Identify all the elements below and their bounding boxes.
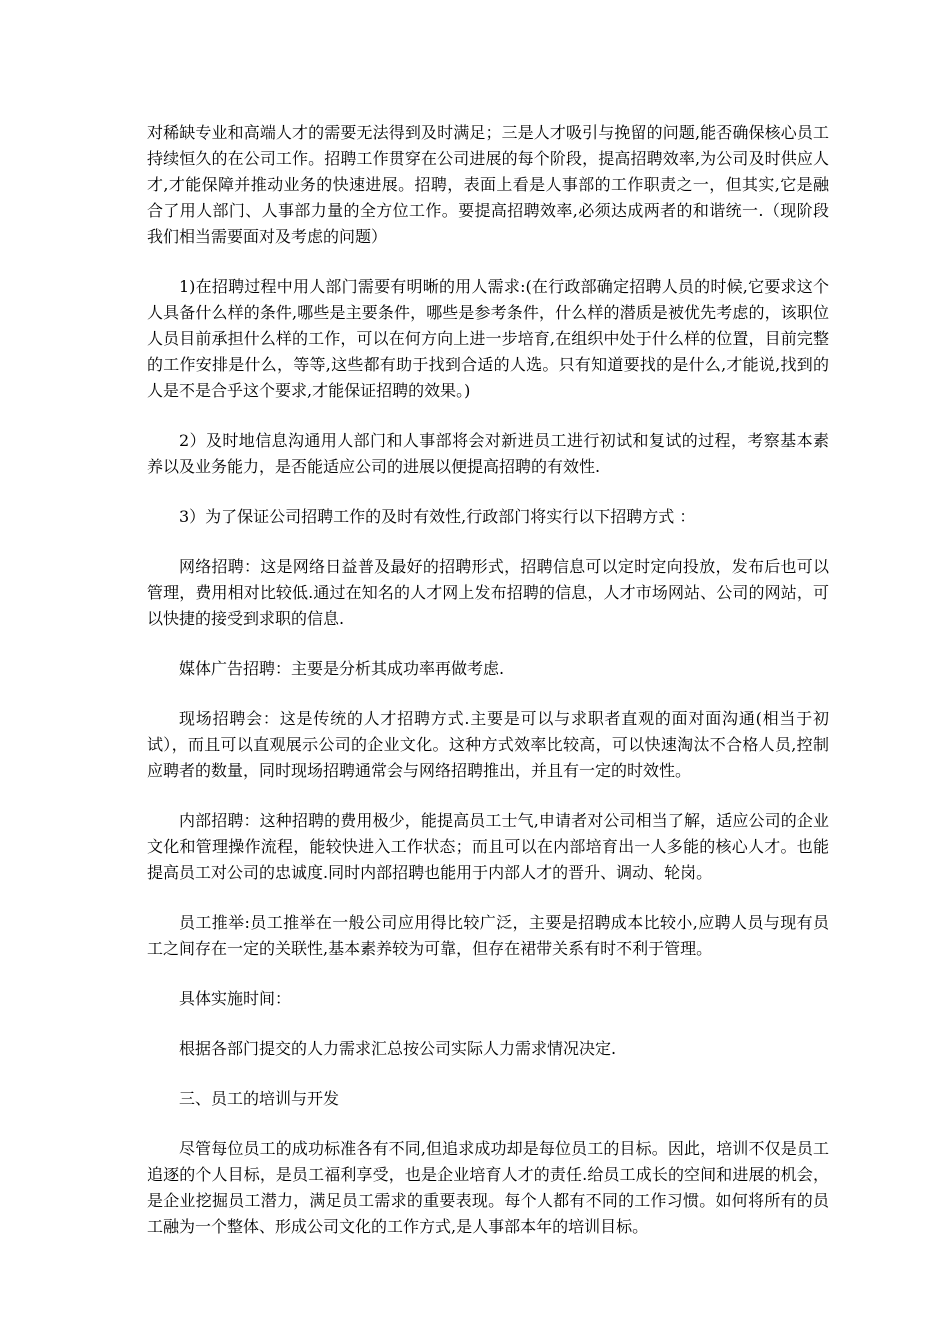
- paragraph-employee-referral: 员工推举:员工推举在一般公司应用得比较广泛，主要是招聘成本比较小,应聘人员与现有员工之间存在一定的关联性,基本素养较为可靠，但存在裙带关系有时不利于管理。: [147, 913, 829, 958]
- paragraph-recruitment-intro: 对稀缺专业和高端人才的需要无法得到及时满足；三是人才吸引与挽留的问题,能否确保核心员工持续恒久的在公司工作。招聘工作贯穿在公司进展的每个阶段，提高招聘效率,为公司及时供应人才,才能保障并推动业务的快速进展。招聘，表面上看是人事部的工作职责之一，但其实,它是融合了用人部门、人事部力量的全方位工作。要提高招聘效率,必须达成两者的和谐统一.（现阶段我们相当需要面对及考虑的问题）: [147, 123, 829, 246]
- paragraph-implementation-time: 具体实施时间：: [179, 989, 292, 1008]
- paragraph-recruitment-methods: 3）为了保证公司招聘工作的及时有效性,行政部门将实行以下招聘方式 ：: [179, 507, 696, 526]
- paragraph-clear-demand: 1)在招聘过程中用人部门需要有明晰的用人需求:(在行政部确定招聘人员的时候,它要求这个人具备什么样的条件,哪些是主要条件，哪些是参考条件，什么样的潜质是被优先考虑的，该职位人员目前承担什么样的工作，可以在何方向上进一步培育,在组织中处于什么样的位置，目前完整的工作安排是什么，等等,这些都有助于找到合适的人选。只有知道要找的是什么,才能说,找到的人是不是合乎这个要求,才能保证招聘的效果。): [147, 277, 829, 400]
- paragraph-timely-communication: 2）及时地信息沟通用人部门和人事部将会对新进员工进行初试和复试的过程，考察基本素养以及业务能力，是否能适应公司的进展以便提高招聘的有效性.: [147, 431, 829, 476]
- paragraph-internal-recruitment: 内部招聘：这种招聘的费用极少，能提高员工士气,申请者对公司相当了解，适应公司的企业文化和管理操作流程，能较快进入工作状态；而且可以在内部培育出一人多能的核心人才。也能提高员工对公司的忠诚度.同时内部招聘也能用于内部人才的晋升、调动、轮岗。: [147, 811, 829, 882]
- paragraph-job-fair: 现场招聘会：这是传统的人才招聘方式.主要是可以与求职者直观的面对面沟通(相当于初试），而且可以直观展示公司的企业文化。这种方式效率比较高，可以快速淘汰不合格人员,控制应聘者的数量，同时现场招聘通常会与网络招聘推出，并且有一定的时效性。: [147, 709, 829, 780]
- paragraph-media-recruitment: 媒体广告招聘：主要是分析其成功率再做考虑.: [179, 659, 505, 678]
- paragraph-online-recruitment: 网络招聘：这是网络日益普及最好的招聘形式，招聘信息可以定时定向投放，发布后也可以管理，费用相对比较低.通过在知名的人才网上发布招聘的信息，人才市场网站、公司的网站，可以快捷的接受到求职的信息.: [147, 557, 829, 628]
- paragraph-training-goals: 尽管每位员工的成功标准各有不同,但追求成功却是每位员工的目标。因此，培训不仅是员工追逐的个人目标，是员工福利享受，也是企业培育人才的责任.给员工成长的空间和进展的机会，是企业挖掘员工潜力，满足员工需求的重要表现。每个人都有不同的工作习惯。如何将所有的员工融为一个整体、形成公司文化的工作方式,是人事部本年的培训目标。: [147, 1139, 829, 1236]
- paragraph-decision-basis: 根据各部门提交的人力需求汇总按公司实际人力需求情况决定.: [179, 1039, 617, 1058]
- document-page: [147, 120, 829, 1264]
- section-heading-training: 三、员工的培训与开发: [179, 1089, 340, 1108]
